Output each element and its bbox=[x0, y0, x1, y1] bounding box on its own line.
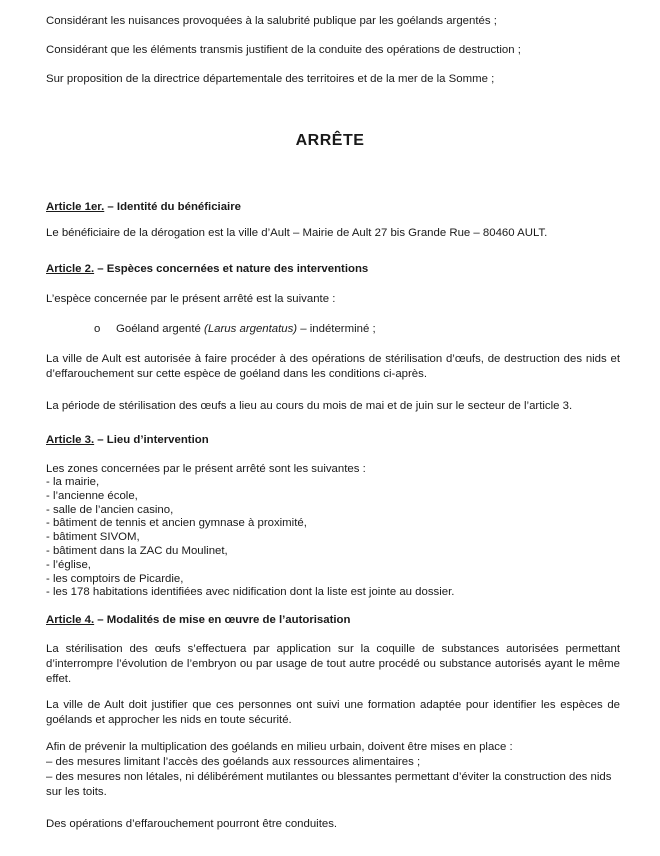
article-3-heading bbox=[46, 433, 620, 448]
preamble-line-2: Considérant que les éléments transmis justifient de la conduite des opérations de destruction ; bbox=[46, 44, 521, 56]
article-1-body: Le bénéficiaire de la dérogation est la ville d’Ault – Mairie de Ault 27 bis Grande Rue – 80460 AULT. bbox=[46, 227, 548, 239]
zone-item: - l’ancienne école, bbox=[46, 489, 138, 502]
article-4-measure-1: – des mesures limitant l’accès des goélands aux ressources alimentaires ; bbox=[46, 756, 421, 768]
article-4-measure-2: – des mesures non létales, ni délibérément mutilantes ou blessantes permettant d’éviter la construction des nids sur les toits. bbox=[46, 771, 612, 798]
zone-item: - bâtiment SIVOM, bbox=[46, 531, 140, 544]
zone-item: - salle de l’ancien casino, bbox=[46, 503, 174, 516]
article-4-number: Article 4. bbox=[46, 614, 95, 626]
article-3-title: – Lieu d’intervention bbox=[94, 434, 209, 446]
article-4-heading bbox=[46, 613, 620, 628]
species-common-name: Goéland argenté bbox=[116, 323, 205, 335]
zone-item: - les comptoirs de Picardie, bbox=[46, 572, 184, 585]
article-4-paragraph-1: La stérilisation des œufs s’effectuera par application sur la coquille de substances autorisées permettant d’interrompre l’évolution de l’embryon ou par usage de tout autre procédé ou substance autorisés ayant le même effet. bbox=[46, 643, 620, 685]
article-4-paragraph-2: La ville de Ault doit justifier que ces personnes ont suivi une formation adaptée pour identifier les espèces de goélands et approcher les nids en toute sécurité. bbox=[46, 699, 620, 726]
bullet-marker: o bbox=[94, 323, 101, 335]
article-2-title: – Espèces concernées et nature des interventions bbox=[94, 263, 369, 275]
zone-item: - l’église, bbox=[46, 558, 91, 571]
article-1-heading bbox=[46, 200, 620, 215]
article-2-number: Article 2. bbox=[46, 263, 95, 275]
species-latin-name: (Larus argentatus) bbox=[204, 323, 298, 335]
decree-title: ARRÊTE bbox=[295, 132, 365, 149]
zone-item: - les 178 habitations identifiées avec nidification dont la liste est jointe au dossier. bbox=[46, 586, 455, 599]
article-2-heading bbox=[46, 262, 620, 277]
article-2-paragraph-1: La ville de Ault est autorisée à faire procéder à des opérations de stérilisation d’œufs, de destruction des nids et d’effarouchement sur cette espèce de goéland dans les conditions ci-après. bbox=[46, 353, 620, 380]
article-1-title: – Identité du bénéficiaire bbox=[104, 201, 241, 213]
article-2-intro: L’espèce concernée par le présent arrêté est la suivante : bbox=[46, 293, 336, 305]
article-4-paragraph-3-intro: Afin de prévenir la multiplication des goélands en milieu urbain, doivent être mises en place : bbox=[46, 741, 513, 753]
species-status: – indéterminé ; bbox=[297, 323, 376, 335]
article-4-paragraph-4: Des opérations d’effarouchement pourront être conduites. bbox=[46, 818, 338, 830]
preamble-line-1: Considérant les nuisances provoquées à la salubrité publique par les goélands argentés ; bbox=[46, 15, 497, 27]
zone-item: - la mairie, bbox=[46, 476, 100, 488]
zones-list bbox=[46, 476, 620, 600]
species-item bbox=[116, 322, 376, 337]
zone-item: - bâtiment dans la ZAC du Moulinet, bbox=[46, 544, 228, 557]
preamble-line-3: Sur proposition de la directrice départementale des territoires et de la mer de la Somme ; bbox=[46, 73, 495, 85]
zone-item: - bâtiment de tennis et ancien gymnase à proximité, bbox=[46, 517, 307, 530]
article-4-title: – Modalités de mise en œuvre de l’autorisation bbox=[94, 614, 351, 626]
article-2-paragraph-2: La période de stérilisation des œufs a lieu au cours du mois de mai et de juin sur le secteur de l’article 3. bbox=[46, 400, 573, 412]
article-3-intro: Les zones concernées par le présent arrêté sont les suivantes : bbox=[46, 463, 366, 475]
article-3-number: Article 3. bbox=[46, 434, 95, 446]
article-1-number: Article 1er. bbox=[46, 201, 105, 213]
